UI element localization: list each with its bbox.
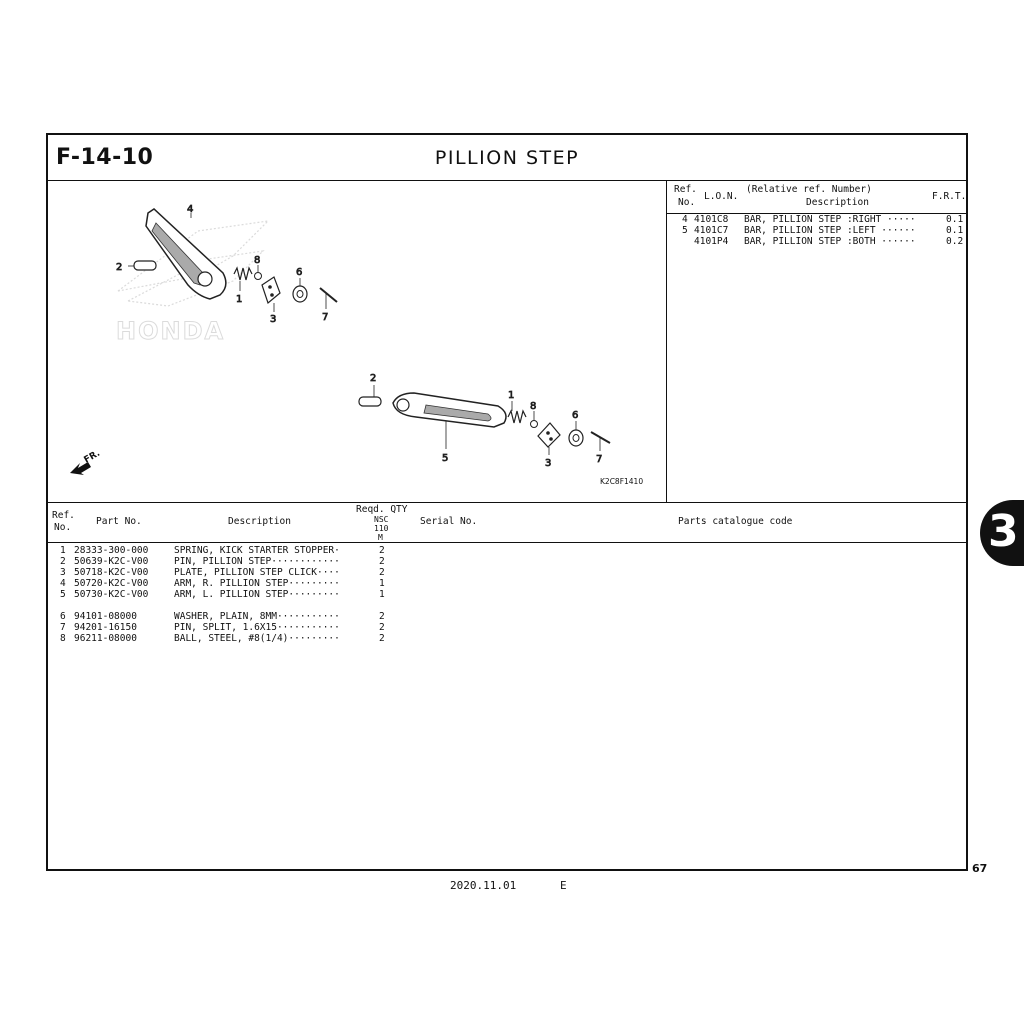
lon-ref: 4 xyxy=(682,214,688,225)
table-row xyxy=(48,611,966,622)
part-description: PIN, SPLIT, 1.6X15··········· xyxy=(174,622,340,633)
part-description: ARM, R. PILLION STEP········· xyxy=(174,578,340,589)
table-row xyxy=(48,578,966,589)
lower-step-assembly xyxy=(359,373,610,469)
diagram-drawing xyxy=(48,181,666,502)
part-ref: 1 xyxy=(60,545,66,556)
lon-code: 4101P4 xyxy=(694,236,729,247)
spring-lower xyxy=(508,411,526,423)
table-row xyxy=(48,545,966,556)
click-plate-lower xyxy=(538,423,560,447)
lon-ref: 5 xyxy=(682,225,688,236)
front-label: FR. xyxy=(82,448,102,466)
upper-step-assembly xyxy=(116,204,337,325)
part-qty: 2 xyxy=(379,622,385,633)
callout-lower-2: 2 xyxy=(370,373,377,384)
page-title: PILLION STEP xyxy=(434,147,580,169)
part-description: PLATE, PILLION STEP CLICK···· xyxy=(174,567,340,578)
front-direction-arrow xyxy=(70,449,102,475)
parts-header-serial: Serial No. xyxy=(420,516,478,527)
steel-ball-lower xyxy=(531,421,538,428)
part-qty: 2 xyxy=(379,633,385,644)
diagram-divider xyxy=(666,181,667,502)
part-number: 50718-K2C-V00 xyxy=(74,567,149,578)
lon-row xyxy=(672,214,968,225)
steel-ball-upper xyxy=(255,273,262,280)
title-bar xyxy=(48,135,966,181)
lon-frt: 0.1 xyxy=(946,214,964,225)
catalog-page-frame xyxy=(46,133,968,871)
callout-upper-8: 8 xyxy=(254,255,261,266)
lon-header-description: Description xyxy=(806,197,869,208)
lon-header-frt: F.R.T. xyxy=(932,191,967,202)
part-qty: 2 xyxy=(379,545,385,556)
part-number: 28333-300-000 xyxy=(74,545,149,556)
lon-code: 4101C8 xyxy=(694,214,729,225)
footer-language: E xyxy=(560,879,567,892)
callout-lower-5: 5 xyxy=(442,453,449,464)
part-ref: 6 xyxy=(60,611,66,622)
lon-frt: 0.1 xyxy=(946,225,964,236)
part-qty: 2 xyxy=(379,556,385,567)
part-qty: 1 xyxy=(379,578,385,589)
part-qty: 2 xyxy=(379,611,385,622)
page-number: 67 xyxy=(972,862,988,875)
exploded-diagram xyxy=(48,181,666,502)
split-pin-lower xyxy=(591,432,610,443)
parts-header-reqd-qty: Reqd. QTY xyxy=(356,504,408,515)
honda-brand-text: HONDA xyxy=(116,317,226,345)
lon-table-header xyxy=(672,183,968,213)
part-description: BALL, STEEL, #8(1/4)········· xyxy=(174,633,340,644)
lon-header-no: No. xyxy=(678,197,696,208)
parts-header-description: Description xyxy=(228,516,291,527)
parts-header-rule xyxy=(48,542,966,543)
click-plate-upper xyxy=(262,277,280,303)
section-tab[interactable] xyxy=(980,500,1024,566)
parts-header-m: M xyxy=(378,533,383,542)
lon-description: BAR, PILLION STEP :RIGHT ····· xyxy=(744,214,916,225)
part-number: 94201-16150 xyxy=(74,622,137,633)
table-row xyxy=(48,556,966,567)
callout-lower-8: 8 xyxy=(530,401,537,412)
parts-header-no: No. xyxy=(54,522,72,533)
parts-header-model: 110 xyxy=(374,524,389,533)
part-description: PIN, PILLION STEP············ xyxy=(174,556,340,567)
table-row xyxy=(48,622,966,633)
table-row xyxy=(48,633,966,644)
callout-upper-2: 2 xyxy=(116,262,123,273)
pin-pillion-step-lower xyxy=(359,397,381,406)
figure-code: F-14-10 xyxy=(56,145,154,170)
spring-upper xyxy=(234,268,252,280)
table-row xyxy=(48,567,966,578)
lon-frt: 0.2 xyxy=(946,236,964,247)
callout-upper-3: 3 xyxy=(270,314,277,325)
part-ref: 5 xyxy=(60,589,66,600)
lon-header-ref: Ref. xyxy=(674,184,697,195)
lon-description: BAR, PILLION STEP :BOTH ······ xyxy=(744,236,916,247)
part-ref: 7 xyxy=(60,622,66,633)
part-number: 94101-08000 xyxy=(74,611,137,622)
callout-upper-4: 4 xyxy=(187,204,194,215)
parts-table-header xyxy=(48,502,966,542)
parts-header-ref: Ref. xyxy=(52,510,75,521)
part-qty: 1 xyxy=(379,589,385,600)
callout-upper-1: 1 xyxy=(236,294,243,305)
lon-row xyxy=(672,236,968,247)
split-pin-upper xyxy=(320,288,337,302)
part-number: 50720-K2C-V00 xyxy=(74,578,149,589)
part-description: WASHER, PLAIN, 8MM··········· xyxy=(174,611,340,622)
pin-pillion-step-upper xyxy=(134,261,156,270)
lon-header-lon: L.O.N. xyxy=(704,191,739,202)
parts-header-nsc: NSC xyxy=(374,515,389,524)
part-number: 50639-K2C-V00 xyxy=(74,556,149,567)
part-ref: 8 xyxy=(60,633,66,644)
callout-lower-3: 3 xyxy=(545,458,552,469)
lon-header-relative: (Relative ref. Number) xyxy=(746,184,872,195)
part-ref: 2 xyxy=(60,556,66,567)
callout-upper-7: 7 xyxy=(322,312,329,323)
callout-lower-6: 6 xyxy=(572,410,579,421)
parts-header-part-no: Part No. xyxy=(96,516,142,527)
drawing-code: K2C8F1410 xyxy=(600,477,644,486)
footer-date: 2020.11.01 xyxy=(450,879,517,892)
part-description: SPRING, KICK STARTER STOPPER· xyxy=(174,545,340,556)
part-number: 96211-08000 xyxy=(74,633,137,644)
callout-lower-1: 1 xyxy=(508,390,515,401)
section-tab-number: 3 xyxy=(988,506,1019,557)
parts-header-catalogue: Parts catalogue code xyxy=(678,516,793,527)
table-row xyxy=(48,589,966,600)
lon-description: BAR, PILLION STEP :LEFT ······ xyxy=(744,225,916,236)
part-qty: 2 xyxy=(379,567,385,578)
lon-code: 4101C7 xyxy=(694,225,729,236)
lon-row xyxy=(672,225,968,236)
part-ref: 3 xyxy=(60,567,66,578)
part-ref: 4 xyxy=(60,578,66,589)
part-description: ARM, L. PILLION STEP········· xyxy=(174,589,340,600)
callout-upper-6: 6 xyxy=(296,267,303,278)
part-number: 50730-K2C-V00 xyxy=(74,589,149,600)
callout-lower-7: 7 xyxy=(596,454,603,465)
